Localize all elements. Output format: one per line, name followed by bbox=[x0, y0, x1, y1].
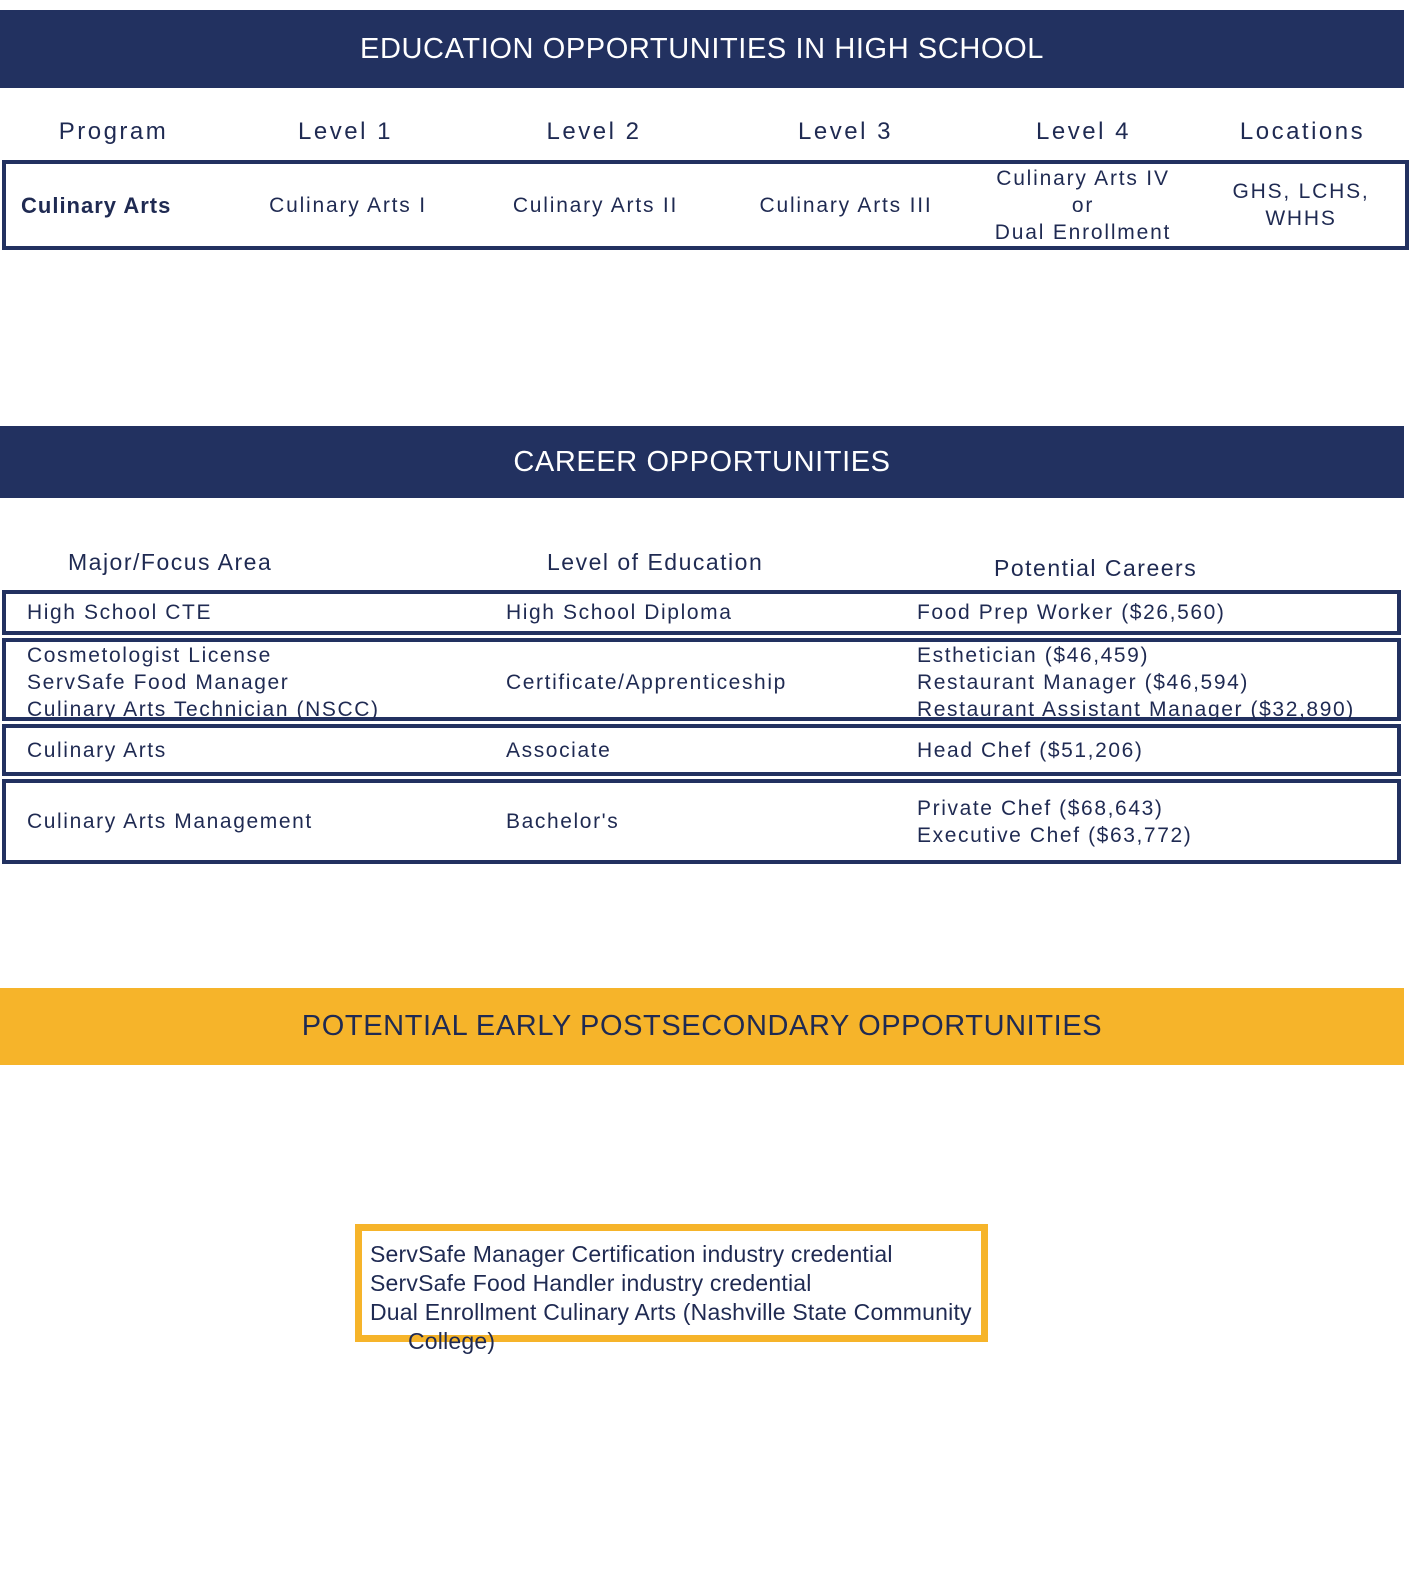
education-cell-level1 bbox=[228, 164, 468, 246]
education-table bbox=[2, 160, 1409, 250]
education-cell-level4 bbox=[969, 164, 1197, 246]
education-level: High School Diploma bbox=[506, 601, 733, 624]
major-line: ServSafe Food Manager bbox=[27, 671, 290, 694]
career-cell-major bbox=[6, 594, 482, 631]
career-line: Restaurant Manager ($46,594) bbox=[917, 671, 1249, 694]
career-line: Head Chef ($51,206) bbox=[917, 738, 1144, 762]
level4-course-line: or bbox=[1071, 193, 1095, 217]
education-banner bbox=[0, 10, 1404, 88]
postsecondary-banner bbox=[0, 988, 1404, 1065]
major-line: High School CTE bbox=[27, 601, 213, 624]
education-level: Associate bbox=[506, 738, 612, 762]
career-line: Private Chef ($68,643) bbox=[917, 796, 1164, 820]
major-line: Cosmetologist License bbox=[27, 644, 272, 667]
credential-item: ServSafe Manager Certification industry credential bbox=[370, 1241, 893, 1267]
career-cell-careers bbox=[892, 783, 1397, 860]
education-level: Bachelor's bbox=[506, 810, 620, 833]
major-line: Culinary Arts bbox=[27, 738, 167, 762]
career-cell-careers bbox=[892, 642, 1397, 723]
career-row-certificate bbox=[2, 638, 1401, 721]
career-row-bachelors bbox=[2, 779, 1401, 864]
education-header-locations: Locations bbox=[1239, 118, 1366, 145]
education-cell-locations bbox=[1197, 164, 1405, 246]
career-line: Executive Chef ($63,772) bbox=[917, 823, 1193, 847]
career-row-high-school bbox=[2, 590, 1401, 635]
career-cell-careers bbox=[892, 728, 1397, 772]
education-header-level3: Level 3 bbox=[798, 118, 893, 145]
education-cell-level3 bbox=[723, 164, 969, 246]
career-cell-education bbox=[482, 728, 892, 772]
career-header-careers: Potential Careers bbox=[994, 555, 1198, 581]
education-header-level4: Level 4 bbox=[1036, 118, 1131, 145]
locations-line: WHHS bbox=[1265, 207, 1337, 230]
postsecondary-credentials-box bbox=[355, 1224, 988, 1354]
career-header-major: Major/Focus Area bbox=[68, 549, 273, 575]
level3-course: Culinary Arts III bbox=[759, 193, 933, 217]
major-line: Culinary Arts Management bbox=[27, 810, 313, 833]
program-name: Culinary Arts bbox=[21, 192, 172, 218]
education-header-program: Program bbox=[58, 118, 169, 145]
locations-line: GHS, LCHS, bbox=[1232, 180, 1370, 203]
education-cell-level2 bbox=[468, 164, 723, 246]
career-row-associate bbox=[2, 724, 1401, 776]
career-cell-major bbox=[6, 783, 482, 860]
career-cell-education bbox=[482, 594, 892, 631]
level4-course-line: Dual Enrollment bbox=[994, 220, 1172, 244]
credential-item: Dual Enrollment Culinary Arts (Nashville State Community College) bbox=[370, 1299, 972, 1354]
postsecondary-banner-title: POTENTIAL EARLY POSTSECONDARY OPPORTUNITIES bbox=[301, 1010, 1103, 1042]
major-line: Culinary Arts Technician (NSCC) bbox=[27, 698, 380, 721]
career-header-education: Level of Education bbox=[547, 549, 764, 575]
career-cell-careers bbox=[892, 594, 1397, 631]
level2-course: Culinary Arts II bbox=[512, 193, 679, 217]
career-line: Food Prep Worker ($26,560) bbox=[917, 601, 1226, 624]
education-header-level1: Level 1 bbox=[298, 118, 393, 145]
career-banner bbox=[0, 426, 1404, 498]
career-line: Restaurant Assistant Manager ($32,890) bbox=[917, 698, 1355, 721]
career-cell-major bbox=[6, 728, 482, 772]
career-cell-education bbox=[482, 783, 892, 860]
education-table-headers bbox=[2, 114, 1407, 150]
education-cell-program bbox=[6, 164, 228, 246]
education-banner-title: EDUCATION OPPORTUNITIES IN HIGH SCHOOL bbox=[360, 32, 1044, 65]
career-cell-education bbox=[482, 642, 892, 723]
career-banner-title: CAREER OPPORTUNITIES bbox=[513, 445, 891, 478]
career-cell-major bbox=[6, 642, 482, 723]
education-level: Certificate/Apprenticeship bbox=[506, 671, 787, 694]
career-line: Esthetician ($46,459) bbox=[917, 644, 1150, 667]
level4-course-line: Culinary Arts IV bbox=[996, 166, 1170, 190]
credential-item: ServSafe Food Handler industry credential bbox=[370, 1270, 812, 1296]
level1-course: Culinary Arts I bbox=[269, 193, 427, 217]
education-header-level2: Level 2 bbox=[546, 118, 642, 145]
